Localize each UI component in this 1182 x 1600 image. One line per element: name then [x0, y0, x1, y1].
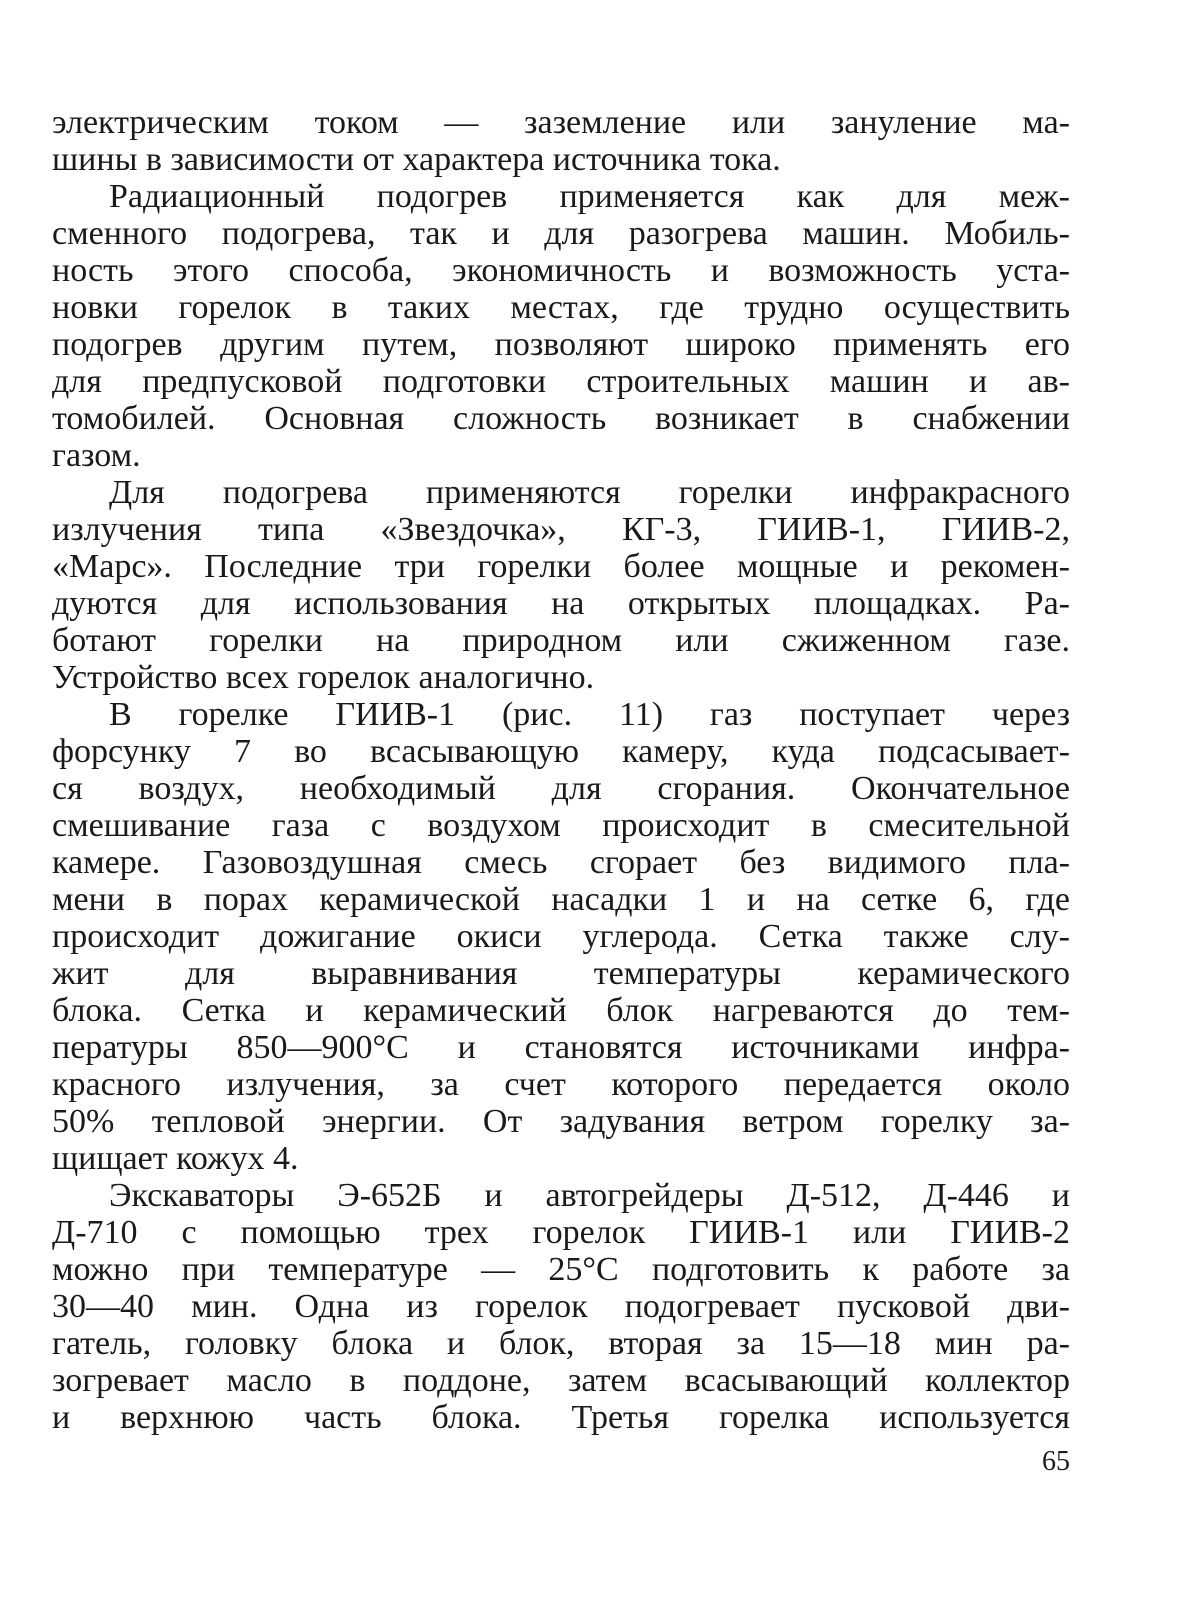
text-line: щищает кожух 4. [52, 1140, 299, 1177]
text-line: форсунку 7 во всасывающую камеру, куда подсасывает- [52, 733, 1070, 770]
text-line: Радиационный подогрев применяется как для меж- [109, 178, 1070, 215]
text-line: 50% тепловой энергии. От задувания ветром горелку за- [52, 1103, 1070, 1140]
text-line: можно при температуре — 25°С подготовить к работе за [52, 1251, 1070, 1288]
text-line: смешивание газа с воздухом происходит в смесительной [52, 807, 1070, 844]
text-line: В горелке ГИИВ-1 (рис. 11) газ поступает через [109, 696, 1070, 733]
text-line: шины в зависимости от характера источника тока. [52, 141, 781, 178]
text-line: красного излучения, за счет которого передается около [52, 1066, 1070, 1103]
text-line: Для подогрева применяются горелки инфракрасного [109, 474, 1070, 511]
text-line: камере. Газовоздушная смесь сгорает без видимого пла- [52, 844, 1070, 881]
page-number: 65 [1042, 1446, 1070, 1477]
text-line: гатель, головку блока и блок, вторая за 15—18 мин ра- [52, 1325, 1070, 1362]
text-line: ся воздух, необходимый для сгорания. Окончательное [52, 770, 1070, 807]
text-line: сменного подогрева, так и для разогрева машин. Мобиль- [52, 215, 1070, 252]
text-line: жит для выравнивания температуры керамического [52, 955, 1070, 992]
text-line: происходит дожигание окиси углерода. Сетка также слу- [52, 918, 1070, 955]
text-line: зогревает масло в поддоне, затем всасывающий коллектор [52, 1362, 1070, 1399]
text-line: блока. Сетка и керамический блок нагреваются до тем- [52, 992, 1070, 1029]
text-line: Устройство всех горелок аналогично. [52, 659, 595, 696]
text-line: пературы 850—900°С и становятся источниками инфра- [52, 1029, 1070, 1066]
text-line: Экскаваторы Э-652Б и автогрейдеры Д-512, Д-446 и [109, 1177, 1070, 1214]
text-line: мени в порах керамической насадки 1 и на сетке 6, где [52, 881, 1070, 918]
text-line: дуются для использования на открытых площадках. Ра- [52, 585, 1070, 622]
text-line: для предпусковой подготовки строительных машин и ав- [52, 363, 1070, 400]
text-line: излучения типа «Звездочка», КГ-3, ГИИВ-1, ГИИВ-2, [52, 511, 1070, 548]
text-line: ность этого способа, экономичность и возможность уста- [52, 252, 1070, 289]
text-line: «Марс». Последние три горелки более мощные и рекомен- [52, 548, 1070, 585]
text-line: и верхнюю часть блока. Третья горелка используется [52, 1399, 1070, 1436]
text-line: Д-710 с помощью трех горелок ГИИВ-1 или ГИИВ-2 [52, 1214, 1070, 1251]
text-line: новки горелок в таких местах, где трудно осуществить [52, 289, 1070, 326]
text-line: электрическим током — заземление или зануление ма- [52, 104, 1070, 141]
text-line: ботают горелки на природном или сжиженном газе. [52, 622, 1070, 659]
text-line: томобилей. Основная сложность возникает в снабжении [52, 400, 1070, 437]
text-line: газом. [52, 437, 141, 474]
text-line: 30—40 мин. Одна из горелок подогревает пусковой дви- [52, 1288, 1070, 1325]
document-body [52, 104, 1070, 1436]
text-line: подогрев другим путем, позволяют широко применять его [52, 326, 1070, 363]
